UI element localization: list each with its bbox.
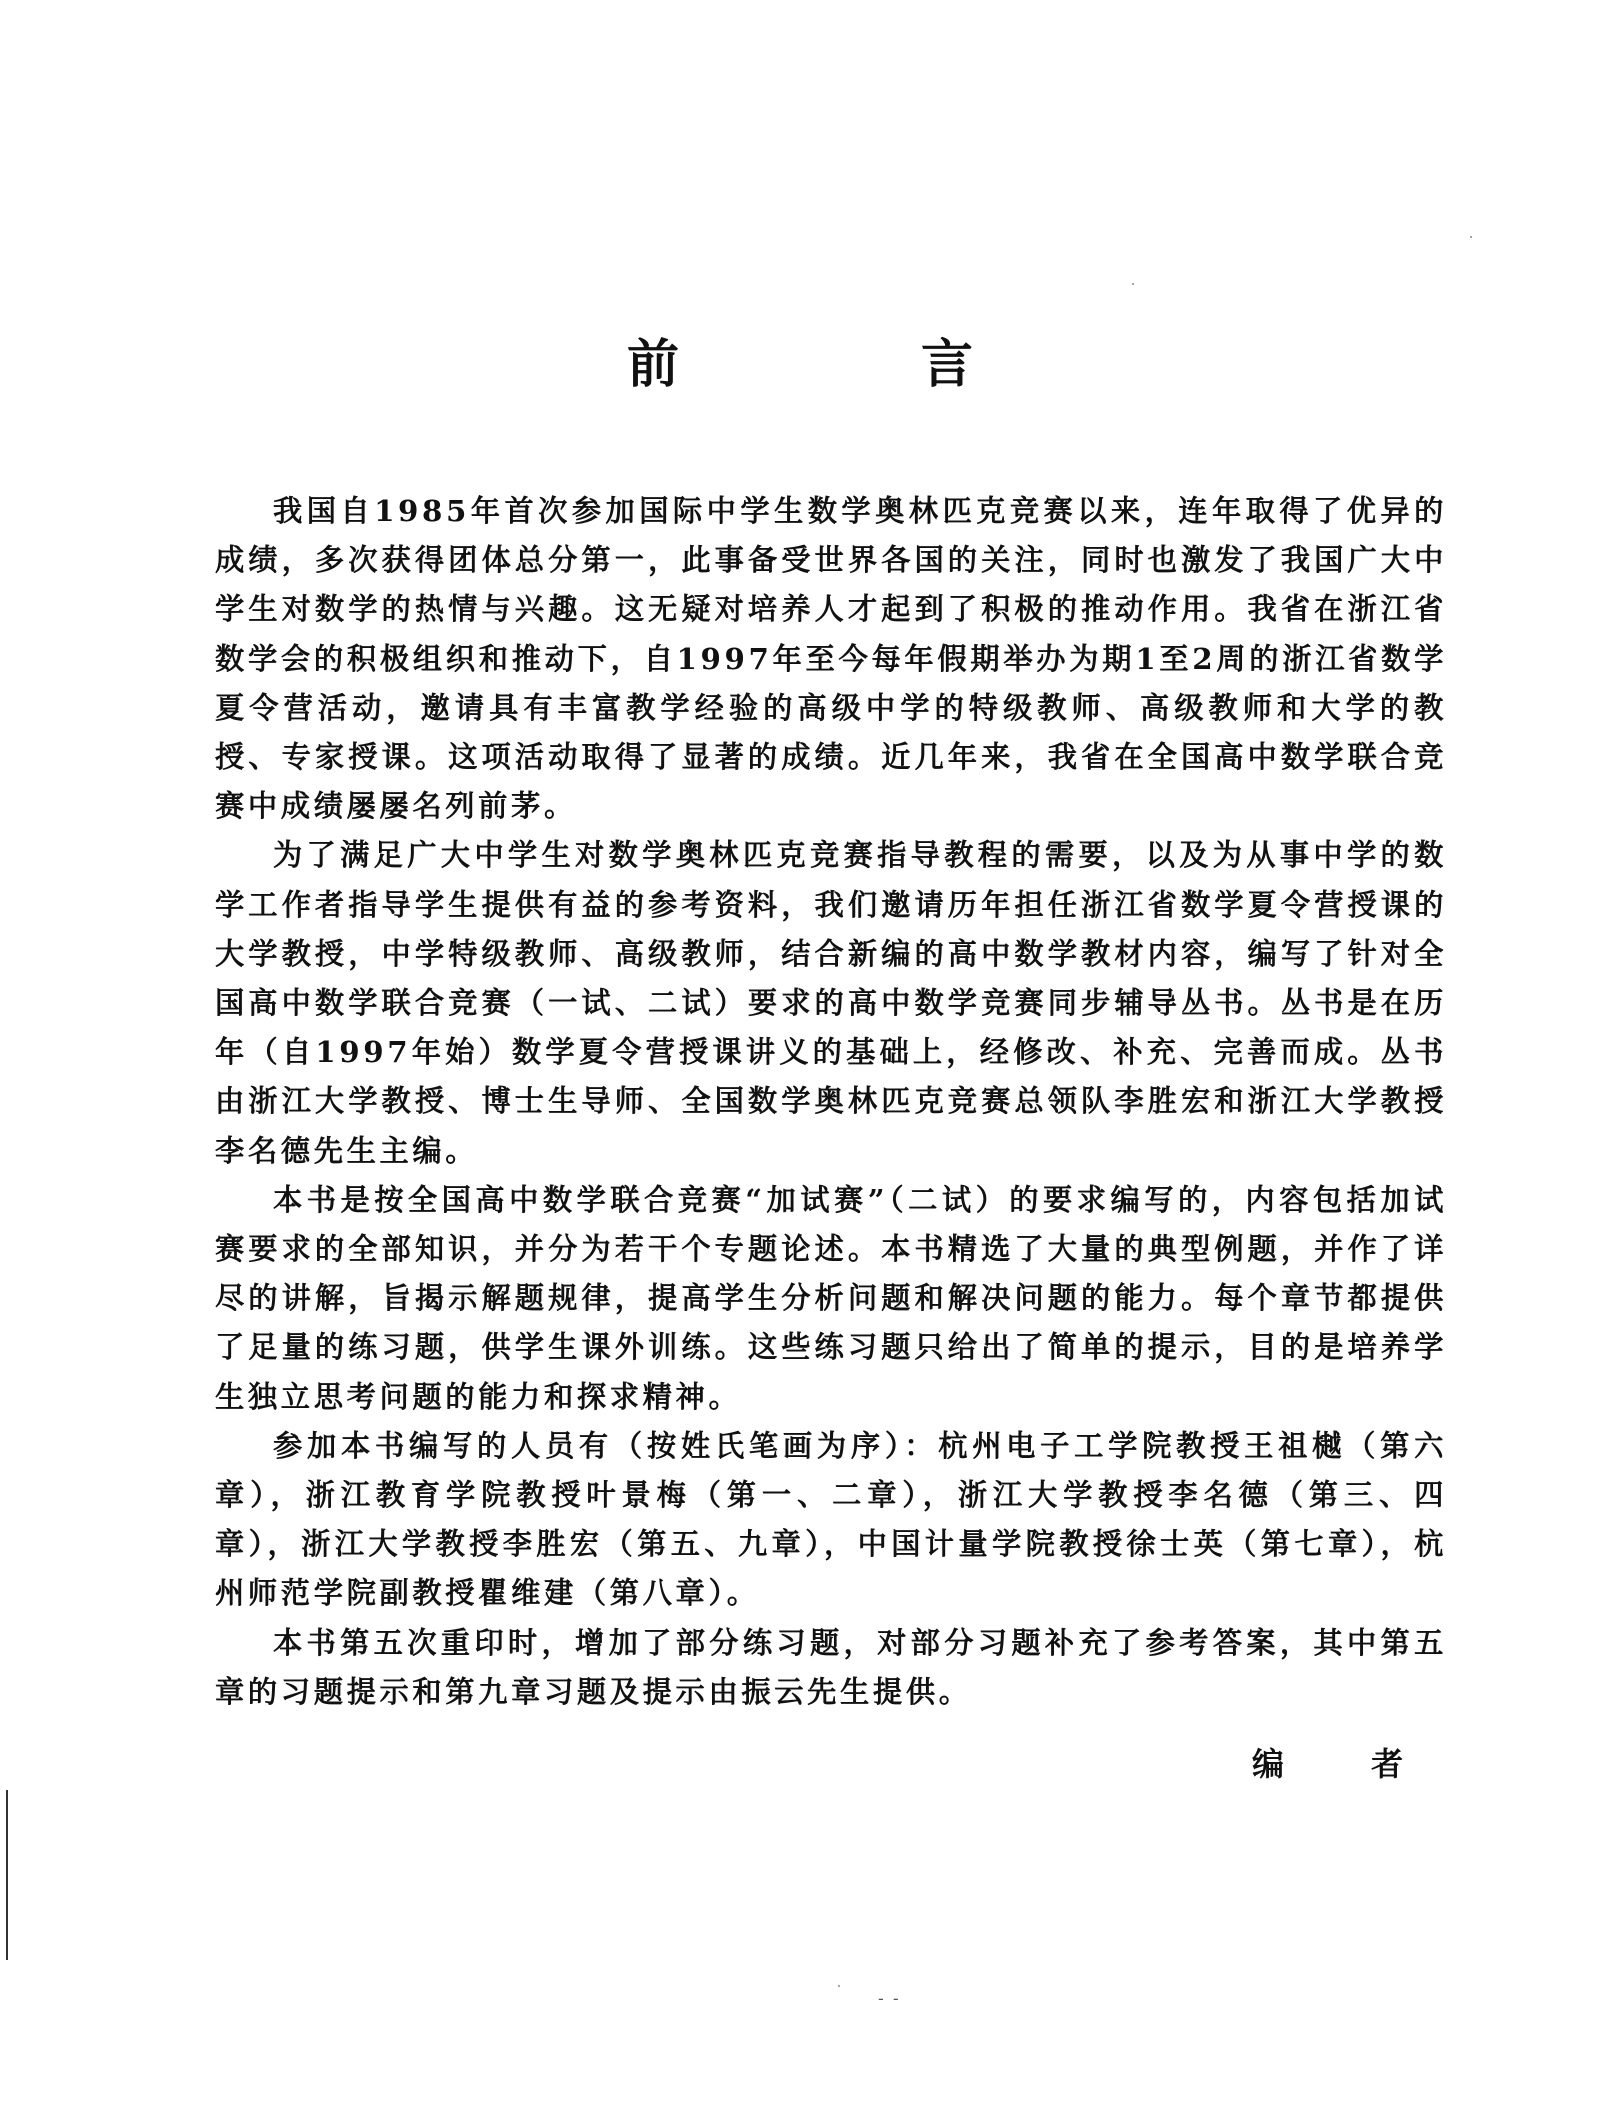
author-signature: 编 者 <box>1252 1745 1442 1783</box>
paragraph: 本书第五次重印时，增加了部分练习题，对部分习题补充了参考答案，其中第五章的习题提示和第九章习题及提示由振云先生提供。 <box>215 1624 1447 1709</box>
scan-speck <box>1470 236 1472 238</box>
paragraph: 参加本书编写的人员有（按姓氏笔画为序）：杭州电子工学院教授王祖樾（第六章），浙江教育学院教授叶景梅（第一、二章），浙江大学教授李名德（第三、四章），浙江大学教授李胜宏（第五、九章），中国计量学院教授徐士英（第七章），杭州师范学院副教授瞿维建（第八章）。 <box>215 1427 1447 1611</box>
paragraph: 我国自1985年首次参加国际中学生数学奥林匹克竞赛以来，连年取得了优异的成绩，多次获得团体总分第一，此事备受世界各国的关注，同时也激发了我国广大中学生对数学的热情与兴趣。这无疑对培养人才起到了积极的推动作用。我省在浙江省数学会的积极组织和推动下，自1997年至今每年假期举办为期1至2周的浙江省数学夏令营活动，邀请具有丰富教学经验的高级中学的特级教师、高级教师和大学的教授、专家授课。这项活动取得了显著的成绩。近几年来，我省在全国高中数学联合竞赛中成绩屡屡名列前茅。 <box>215 493 1447 824</box>
scan-speck <box>838 1985 840 1987</box>
preface-body <box>215 486 1447 1716</box>
scan-edge-line <box>6 1790 8 1960</box>
page-title: 前 言 <box>626 334 1086 395</box>
paragraph: 为了满足广大中学生对数学奥林匹克竞赛指导教程的需要，以及为从事中学的数学工作者指导学生提供有益的参考资料，我们邀请历年担任浙江省数学夏令营授课的大学教授，中学特级教师、高级教师，结合新编的高中数学教材内容，编写了针对全国高中数学联合竞赛（一试、二试）要求的高中数学竞赛同步辅导丛书。丛书是在历年（自1997年始）数学夏令营授课讲义的基础上，经修改、补充、完善而成。丛书由浙江大学教授、博士生导师、全国数学奥林匹克竞赛总领队李胜宏和浙江大学教授李名德先生主编。 <box>215 837 1447 1168</box>
page-footer-mark: - - <box>878 1989 901 2008</box>
scan-speck <box>1132 283 1134 285</box>
paragraph: 本书是按全国高中数学联合竞赛“加试赛”（二试）的要求编写的，内容包括加试赛要求的全部知识，并分为若干个专题论述。本书精选了大量的典型例题，并作了详尽的讲解，旨揭示解题规律，提高学生分析问题和解决问题的能力。每个章节都提供了足量的练习题，供学生课外训练。这些练习题只给出了简单的提示，目的是培养学生独立思考问题的能力和探求精神。 <box>215 1181 1447 1414</box>
